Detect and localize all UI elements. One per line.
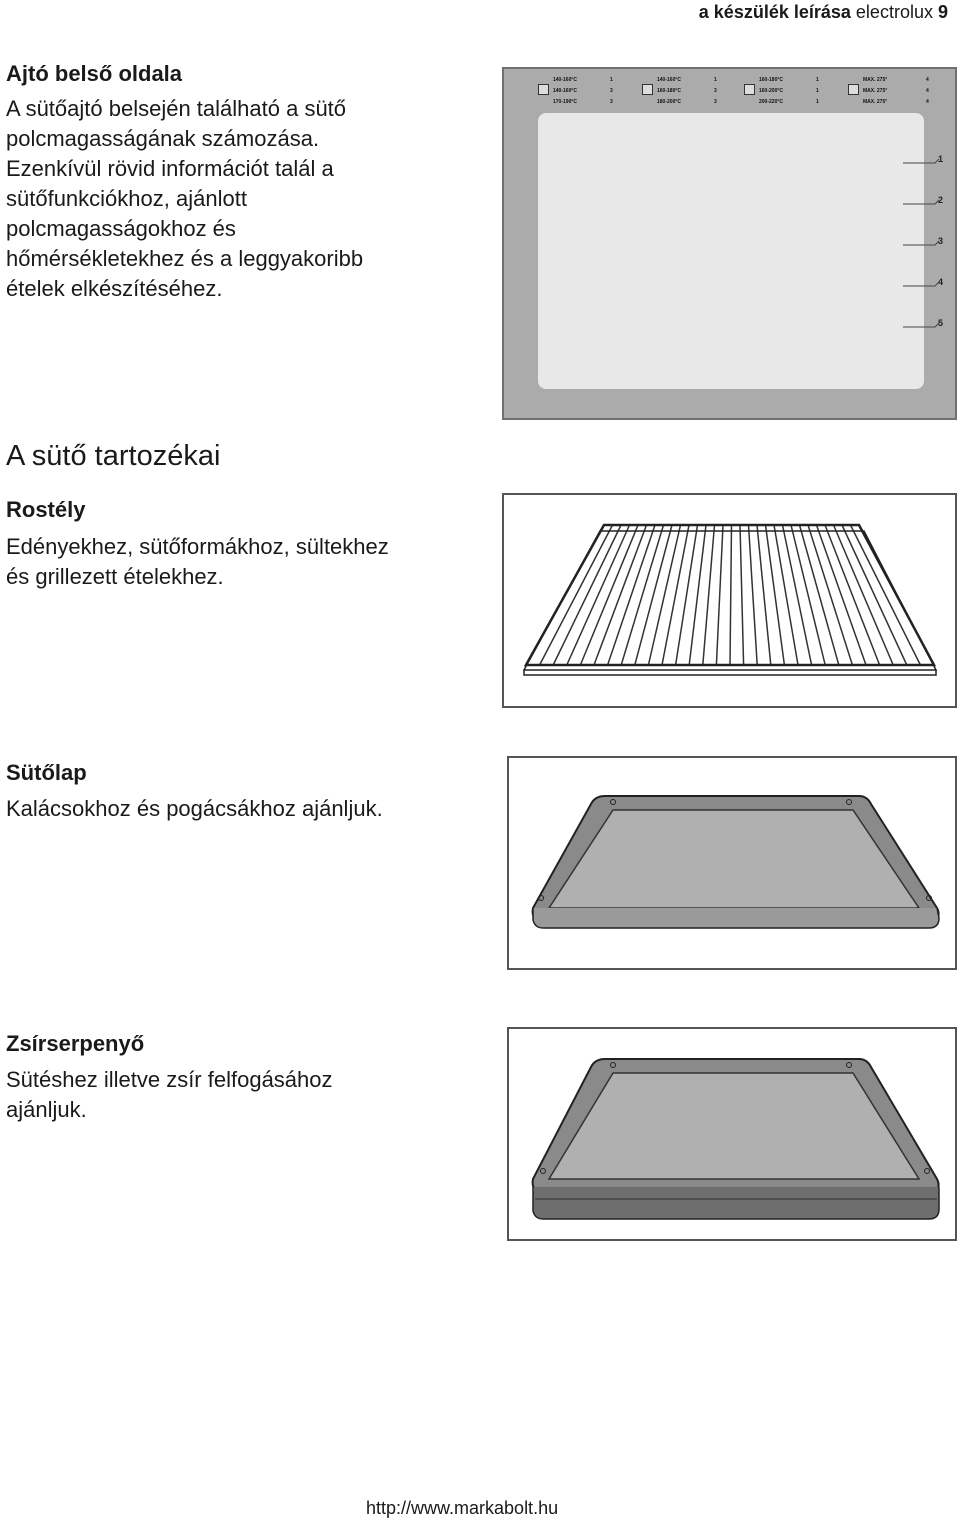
rack-bar <box>553 525 621 665</box>
shelf-level-marks <box>899 154 949 337</box>
rack-bar <box>621 525 663 665</box>
accessory-heading: Zsírserpenyő <box>6 1031 145 1056</box>
accessory-description <box>6 532 389 592</box>
rack-bar <box>817 525 867 665</box>
door-line: polcmagasságokhoz és <box>6 216 236 241</box>
function-icon <box>538 84 549 95</box>
rack-bar <box>676 525 698 665</box>
info-shelf: 3 <box>714 99 717 105</box>
info-temp: 160-200°C <box>759 88 783 94</box>
function-icon <box>744 84 755 95</box>
info-shelf: 1 <box>610 77 613 83</box>
drip-pan-drawing <box>509 1029 955 1239</box>
info-temp: 200-220°C <box>759 99 783 105</box>
rack-bar <box>834 525 894 665</box>
door-info-table <box>538 75 938 109</box>
function-icon <box>642 84 653 95</box>
footer-url: http://www.markabolt.hu <box>366 1498 559 1518</box>
rack-bar <box>783 525 812 665</box>
function-icon <box>848 84 859 95</box>
door-heading: Ajtó belső oldala <box>6 61 183 86</box>
shelf-number: 2 <box>938 195 944 205</box>
door-line: polcmagasságának számozása. <box>6 126 320 151</box>
header-section: a készülék leírása <box>698 2 851 22</box>
door-glass <box>538 113 924 389</box>
info-group <box>642 75 742 109</box>
info-shelf: 4 <box>926 77 929 83</box>
rack-bar <box>608 525 655 665</box>
info-temp: 160-180°C <box>657 88 681 94</box>
info-group <box>538 75 638 109</box>
accessories-title: A sütő tartozékai <box>6 440 221 472</box>
page-header <box>699 2 948 23</box>
info-temp: 180-200°C <box>657 99 681 105</box>
rack-bar <box>808 525 852 665</box>
info-shelf: 1 <box>714 77 717 83</box>
rack-bar <box>689 525 706 665</box>
info-shelf: 3 <box>610 99 613 105</box>
info-temp: 160-180°C <box>759 77 783 83</box>
page-number: 9 <box>937 2 948 22</box>
grill-rack-image <box>502 493 957 708</box>
shelf-number: 3 <box>938 236 944 246</box>
rack-bar <box>791 525 825 665</box>
info-group <box>848 75 938 109</box>
baking-tray-image <box>507 756 957 970</box>
info-temp: MAX. 275° <box>863 99 888 105</box>
door-line: ételek elkészítéséhez. <box>6 276 223 301</box>
info-shelf: 1 <box>816 77 819 83</box>
accessory-line: Edényekhez, sütőformákhoz, sültekhez <box>6 534 389 559</box>
accessory-line: Kalácsokhoz és pogácsákhoz ajánljuk. <box>6 796 383 821</box>
info-shelf: 1 <box>816 99 819 105</box>
accessory-line: ajánljuk. <box>6 1097 87 1122</box>
accessory-description <box>6 1065 333 1125</box>
info-shelf: 1 <box>816 88 819 94</box>
info-shelf: 3 <box>714 88 717 94</box>
rack-bar <box>703 525 715 665</box>
info-temp: 140-160°C <box>553 77 577 83</box>
rack-bar <box>716 525 723 665</box>
door-line: Ezenkívül rövid információt talál a <box>6 156 334 181</box>
rack-bar <box>851 525 921 665</box>
info-temp: 140-160°C <box>553 88 577 94</box>
shelf-number: 4 <box>938 277 944 287</box>
accessory-heading: Rostély <box>6 497 86 522</box>
info-shelf: 4 <box>926 88 929 94</box>
rack-bar <box>580 525 638 665</box>
shelf-lines <box>899 157 949 337</box>
shelf-number: 5 <box>938 318 944 328</box>
door-description <box>6 94 363 304</box>
door-line: sütőfunkciókhoz, ajánlott <box>6 186 247 211</box>
oven-door-illustration <box>502 67 957 420</box>
header-brand: electrolux <box>855 2 933 22</box>
rack-bar <box>740 525 744 665</box>
accessory-heading: Sütőlap <box>6 760 87 785</box>
accessory-description <box>6 794 383 824</box>
info-temp: MAX. 275° <box>863 77 888 83</box>
info-shelf: 4 <box>926 99 929 105</box>
info-shelf: 3 <box>610 88 613 94</box>
door-line: A sütőajtó belsején található a sütő <box>6 96 347 121</box>
baking-tray-drawing <box>509 758 955 968</box>
info-temp: MAX. 275° <box>863 88 888 94</box>
rack-bar <box>730 525 732 665</box>
rack-bar <box>749 525 758 665</box>
rack-bar <box>774 525 798 665</box>
accessory-line: és grillezett ételekhez. <box>6 564 224 589</box>
accessory-line: Sütéshez illetve zsír felfogásához <box>6 1067 333 1092</box>
drip-pan-image <box>507 1027 957 1241</box>
info-temp: 140-160°C <box>657 77 681 83</box>
grill-rack-drawing <box>504 495 955 706</box>
shelf-number: 1 <box>938 154 944 164</box>
info-group <box>744 75 844 109</box>
info-temp: 170-190°C <box>553 99 577 105</box>
door-line: hőmérsékletekhez és a leggyakoribb <box>6 246 364 271</box>
